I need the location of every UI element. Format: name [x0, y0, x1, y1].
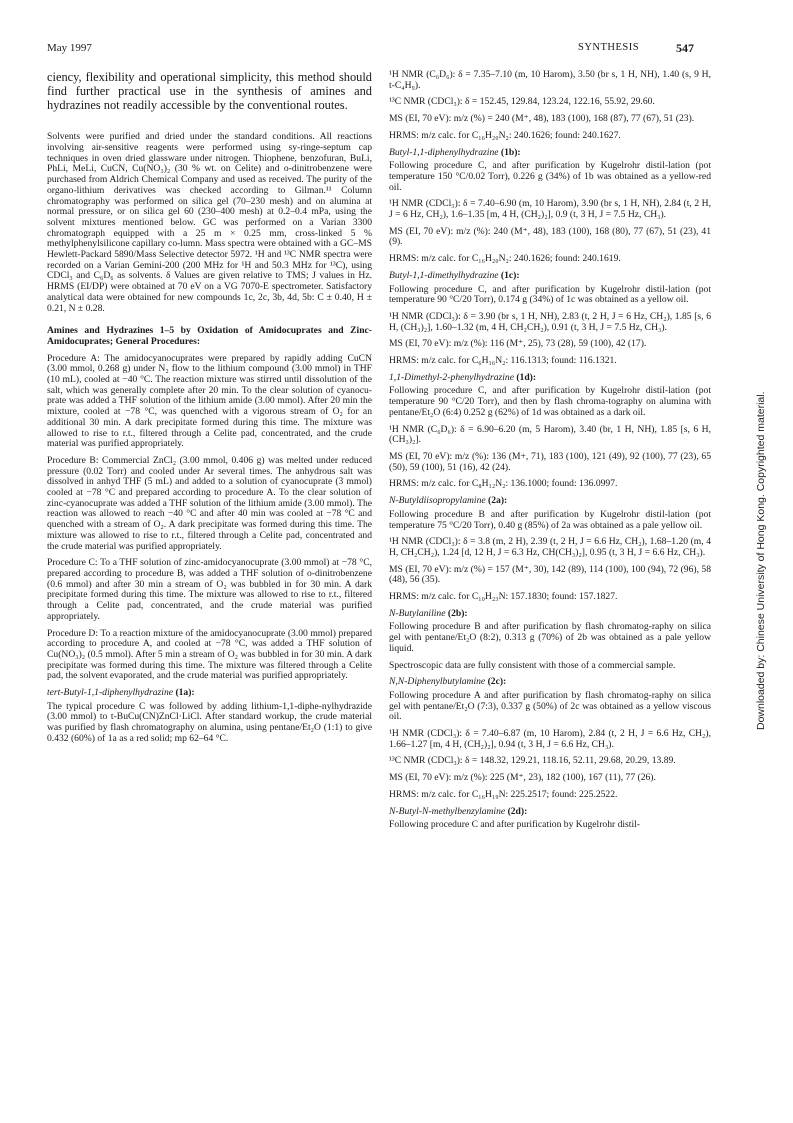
compound-1a-hrms: HRMS: m/z calc. for C₁₆H₂₀N₂: 240.1626; found: 240.1627.: [389, 129, 621, 141]
compound-2b-text: Following procedure B and after purification by flash chromatog-raphy on silica gel with pentane/Et₂O (8:2), 0.313 g (70%) of 2b was obtained as a pale yellow liquid.: [389, 621, 711, 654]
procedure-b: Procedure B: Commercial ZnCl₂ (3.00 mmol, 0.406 g) was melted under reduced pressure (0.02 Torr) and cooled under Ar several times. The anhydrous salt was dissolved in anhyd THF (5 mL) and added to a solution of cyanocuprate (3 mmol) cooled at −78 °C and prepared according to procedure A. To the clear solution of zinc-cyanocuprate was added a THF solution of the lithium amide (3.00 mmol). The reaction was allowed to reach −40 °C and after 40 min was cooled at −78 °C and quenched with a stream of O₂. A dark precipitate was formed during this time. The mixture was allowed to rise to r.t., filtered through a Celite pad, concentrated and the crude material was purified appropriately.: [47, 454, 372, 552]
compound-1c-heading: [389, 271, 711, 282]
compound-2b-label: (2b):: [447, 607, 468, 619]
compound-2d-text: Following procedure C and after purification by Kugelrohr distil-: [389, 819, 640, 831]
compound-2b-name: N-Butylaniline: [389, 607, 446, 619]
compound-2a-heading: [389, 496, 711, 507]
compound-2a-label: (2a):: [488, 495, 508, 507]
compound-1b-label: (1b):: [500, 146, 521, 158]
compound-1a-label: (1a):: [175, 687, 195, 699]
compound-1c-hrms: HRMS: m/z calc. for C₆H₁₆N₂: 116.1313; found: 116.1321.: [389, 355, 617, 367]
compound-2c-label: (2c):: [487, 676, 507, 688]
compound-1b-text: Following procedure C, and after purification by Kugelrohr distil-lation (pot temperature 150 °C/0.02 Torr), 0.226 g (34%) of 1b was obtained as a yellow-red oil.: [389, 160, 711, 193]
compound-1c-name: Butyl-1,1-dimethylhydrazine: [389, 269, 499, 281]
download-note: Downloaded by: Chinese University of Hong Kong. Copyrighted material.: [755, 391, 767, 730]
compound-1b-heading: [389, 148, 711, 159]
procedure-a: Procedure A: The amidocyanocuprates were prepared by rapidly adding CuCN (3.00 mmol, 0.268 g) under N₂ flow to the lithium compound (3.00 mmol) in THF (10 mL), cooled at −40 °C. The reaction mixture was stirred until dissolution of the salt, which was generally complete after 20 min. To the clear solution of cyanocu-prate was added a THF solution of the lithium amide (3.00 mmol). After 20 min the mixture, cooled at −78 °C, was quenched with a vigorous stream of O₂ for an additional 30 min. A dark precipitate formed during this time. The mixture was allowed to rise to r.t., filtered through a Celite pad, concentrated, and the crude material was purified appropriately.: [47, 352, 372, 450]
journal-name: SYNTHESIS: [578, 42, 640, 53]
compound-1c-hnmr: ¹H NMR (CDCl₃): δ = 3.90 (br s, 1 H, NH), 2.83 (t, 2 H, J = 6 Hz, CH₂), 1.85 [s, 6 H, (CH₃)₂], 1.60–1.32 (m, 4 H, CH₂CH₂), 0.91 (t, 3 H, J = 7.5 Hz, CH₃).: [389, 310, 711, 333]
compound-1d-label: (1d):: [516, 371, 537, 383]
compound-2c-heading: [389, 677, 711, 688]
compound-2c-cnmr: ¹³C NMR (CDCl₃): δ = 148.32, 129.21, 118.16, 52.11, 29.68, 20.29, 13.89.: [389, 755, 676, 767]
page-number: 547: [676, 41, 694, 55]
compound-2c-hrms: HRMS: m/z calc. for C₁₆H₁₉N: 225.2517; found: 225.2522.: [389, 788, 618, 800]
compound-1a-text: The typical procedure C was followed by adding lithium-1,1-diphe-nylhydrazide (3.00 mmol) to t-BuCu(CN)ZnCl·LiCl. After standard workup, the crude material was purified by flash chromatography on alumina, using pentane/Et₂O (1:1) to give 0.432 (60%) of 1a as a red solid; mp 62–64 °C.: [47, 700, 372, 744]
compound-2d-label: (2d):: [507, 805, 528, 817]
general-methods-paragraph: Solvents were purified and dried under the standard conditions. All reactions involving air-sensitive reagents were performed using sy-ringe-septum cap techniques in oven dried glassware under nitrogen. Thiophene, benzofuran, BuLi, PhLi, MeLi, CuCN, Cu(NO₃)₂ (30 % wt. on Celite) and o-dinitrobenzene were purchased from Aldrich Chemical Company and used as received. The purity of the organo-lithium derivatives was checked according to Gilman.¹¹ Column chromatography was performed on silica gel (70–230 mesh) and on alumina at normal pressure, or on silica gel 60 (230–400 mesh) at 0.2–0.4 mPa, using the solvent mixtures mentioned below. GC was performed on a Varian 3300 chromatograph equipped with a 25 m × 0.25 mm, cross-linked 5 % methylphenylsilicone capillary co-lumn. Mass spectra were obtained with a GC–MS Hewlett-Packard 5890/Mass Selective detector 5972. ¹H and ¹³C NMR spectra were recorded on a Varian Gemini-200 (200 MHz for ¹H and 50.3 MHz for ¹³C), using CDCl₃ and C₆D₆ as solvents. δ Values are given relative to TMS; J values in Hz. HRMS (EI/DP) were obtained at 70 eV on a VG 7070-E spectrometer. Satisfactory analytical data were obtained for new compounds 1c, 2c, 3b, 4d, 5b: C ± 0.40, H ± 0.21, N ± 0.28.: [47, 131, 372, 314]
procedure-d: Procedure D: To a reaction mixture of the amidocyanocuprate (3.00 mmol) prepared according to procedure A, and cooled at −78 °C, was added a THF solution of Cu(NO₃)₂ (0.5 mmol). After 5 min a stream of O₂ was bubbled in for 30 min. A dark precipitate was formed during this time. The mixture was filtered through a Celite pad, the solvent evaporated, and the crude material was purified appropriately.: [47, 627, 372, 682]
compound-2a-text: Following procedure B and after purification by Kugelrohr distil-lation (pot temperature 75 °C/20 Torr), 0.40 g (85%) of 2a was obtained as a pale yellow oil.: [389, 508, 711, 531]
compound-1d-heading: [389, 373, 711, 384]
compound-2c-ms: MS (EI, 70 eV): m/z (%): 225 (M⁺, 23), 182 (100), 167 (11), 77 (26).: [389, 772, 656, 784]
compound-1a-cnmr: ¹³C NMR (CDCl₃): δ = 152.45, 129.84, 123.24, 122.16, 55.92, 29.60.: [389, 96, 655, 108]
page-header: [47, 42, 733, 56]
right-column: [389, 70, 711, 837]
compound-2c-hnmr: ¹H NMR (CDCl₃): δ = 7.40–6.87 (m, 10 Harom), 2.84 (t, 2 H, J = 6.6 Hz, CH₂), 1.66–1.27 [m, 4 H, (CH₂)₂], 0.94 (t, 3 H, J = 6.6 Hz, CH₃).: [389, 728, 711, 750]
compound-1c-ms: MS (EI, 70 eV): m/z (%): 116 (M⁺, 25), 73 (28), 59 (100), 42 (17).: [389, 338, 647, 350]
intro-paragraph: ciency, flexibility and operational simplicity, this method should find further practical use in the synthesis of amines and hydrazines not readily accessible by the conventional routes.: [47, 70, 372, 113]
section-heading: Amines and Hydrazines 1–5 by Oxidation of Amidocuprates and Zinc-Amidocuprates; General Procedures:: [47, 325, 372, 347]
compound-1c-label: (1c):: [500, 269, 520, 281]
compound-1d-ms: MS (EI, 70 eV): m/z (%): 136 (M+, 71), 183 (100), 121 (49), 92 (100), 77 (23), 65 (50), 59 (100), 51 (16), 42 (24).: [389, 450, 711, 473]
compound-2d-heading: [389, 807, 711, 818]
compound-1d-text: Following procedure C, and after purification by Kugelrohr distil-lation (pot temperature 90 °C/20 Torr), and then by flash chroma-tography on alumina with pentane/Et₂O (6:4) 0.252 g (62%) of 1d was obtained as a dark oil.: [389, 385, 711, 418]
compound-2a-hrms: HRMS: m/z calc. for C₁₀H₂₃N: 157.1830; found: 157.1827.: [389, 591, 618, 603]
compound-1d-hrms: HRMS: m/z calc. for C₈H₁₂N₂: 136.1000; found: 136.0997.: [389, 478, 618, 490]
compound-2a-ms: MS (EI, 70 eV): m/z (%) = 157 (M⁺, 30), 142 (89), 114 (100), 100 (94), 72 (96), 58 (48), 56 (35).: [389, 563, 711, 586]
issue-date: May 1997: [47, 42, 92, 54]
compound-2c-text: Following procedure A and after purification by flash chromatog-raphy on silica gel with pentane/Et₂O (7:3), 0.337 g (50%) of 2c was obtained as a yellow viscous oil.: [389, 689, 711, 723]
compound-2a-hnmr: ¹H NMR (CDCl₃): δ = 3.8 (m, 2 H), 2.39 (t, 2 H, J = 6.6 Hz, CH₂), 1.68–1.20 (m, 4 H, CH₂CH₂), 1.24 [d, 12 H, J = 6.3 Hz, CH(CH₃)₂], 0.95 (t, 3 H, J = 6.6 Hz, CH₃).: [389, 536, 711, 558]
compound-2b-spectroscopy: Spectroscopic data are fully consistent with those of a commercial sample.: [389, 659, 676, 671]
compound-1c-text: Following procedure C, and after purification by Kugelrohr distil-lation (pot temperature 90 °C/20 Torr), 0.174 g (34%) of 1c was obtained as a yellow oil.: [389, 283, 711, 306]
compound-1a-heading: [47, 688, 372, 699]
compound-1a-ms: MS (EI, 70 eV): m/z (%) = 240 (M⁺, 48), 183 (100), 168 (87), 77 (67), 51 (23).: [389, 113, 695, 125]
procedure-c: Procedure C: To a THF solution of zinc-amidocyanocuprate (3.00 mmol) at −78 °C, prepared according to procedure B, was added a THF solution of o-dinitrobenzene (0.6 mmol) and after 30 min a stream of O₂ was bubbled in for 30 min. A dark precipitate formed during this time. The mixture was allowed to rise to r.t., filtered through a Celite pad, concentrated, and the crude material was purified appropriately.: [47, 557, 372, 622]
compound-1a-name: tert-Butyl-1,1-diphenylhydrazine: [47, 687, 174, 699]
compound-1a-hnmr: ¹H NMR (C₆D₆): δ = 7.35–7.10 (m, 10 Harom), 3.50 (br s, 1 H, NH), 1.40 (s, 9 H, t-C₄H₉).: [389, 69, 711, 91]
compound-2c-name: N,N-Diphenylbutylamine: [389, 676, 486, 688]
compound-1b-ms: MS (EI, 70 eV): m/z (%): 240 (M⁺, 48), 183 (100), 168 (80), 77 (67), 51 (23), 41 (9).: [389, 225, 711, 248]
compound-1d-hnmr: ¹H NMR (C₆D₆): δ = 6.90–6.20 (m, 5 Harom), 3.40 (br, 1 H, NH), 1.85 [s, 6 H, (CH₃)₂].: [389, 423, 711, 446]
compound-2d-name: N-Butyl-N-methylbenzylamine: [389, 805, 506, 817]
compound-1b-hrms: HRMS: m/z calc. for C₁₆H₂₀N₂: 240.1626; found: 240.1619.: [389, 253, 621, 265]
compound-2b-heading: [389, 609, 711, 620]
compound-1b-name: Butyl-1,1-diphenylhydrazine: [389, 146, 499, 158]
compound-2a-name: N-Butyldiisopropylamine: [389, 495, 486, 507]
compound-1b-hnmr: ¹H NMR (CDCl₃): δ = 7.40–6.90 (m, 10 Harom), 3.90 (br s, 1 H, NH), 2.84 (t, 2 H, J = 6 Hz, CH₂), 1.6–1.35 [m, 4 H, (CH₂)₂], 0.9 (t, 3 H, J = 7.5 Hz, CH₃).: [389, 198, 711, 221]
left-column: [47, 70, 372, 751]
compound-1d-name: 1,1-Dimethyl-2-phenylhydrazine: [389, 371, 514, 383]
